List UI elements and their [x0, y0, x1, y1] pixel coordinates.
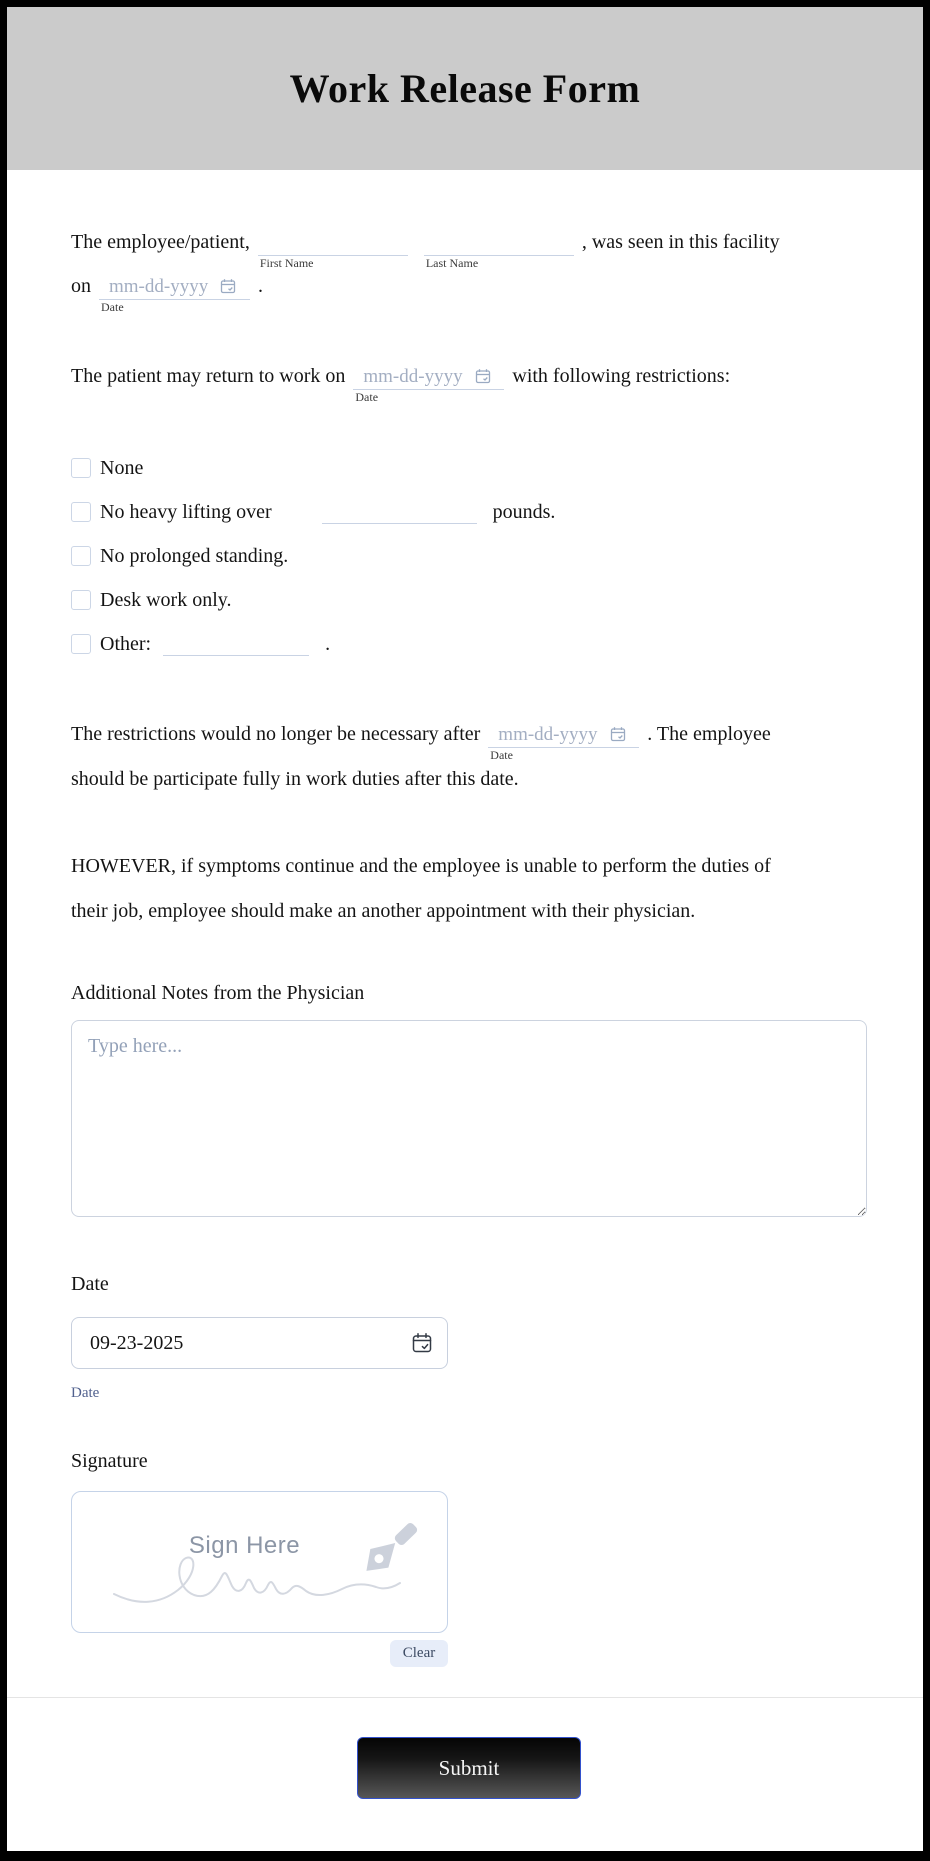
notes-label: Additional Notes from the Physician — [71, 982, 365, 1004]
work-release-form-page — [7, 7, 923, 1851]
checkbox-none[interactable] — [71, 458, 91, 478]
restriction-end-date-label: Date — [490, 748, 513, 762]
seen-date-field[interactable] — [99, 273, 250, 314]
calendar-icon — [610, 726, 626, 742]
clear-signature-button[interactable]: Clear — [390, 1640, 448, 1667]
other-suffix: . — [325, 632, 331, 655]
intro-period: . — [258, 275, 263, 297]
return-text-suffix: with following restrictions: — [512, 365, 731, 387]
restriction-label: No heavy lifting over — [100, 500, 272, 523]
checkbox-no-heavy-lifting[interactable] — [71, 502, 91, 522]
restriction-end-line2: should be participate fully in work duties after this date. — [71, 768, 519, 790]
page-title: Work Release Form — [289, 66, 641, 111]
form-header — [7, 7, 923, 170]
calendar-icon — [475, 368, 491, 384]
checkbox-no-prolonged-standing[interactable] — [71, 546, 91, 566]
restrictions-checklist — [71, 456, 867, 656]
restriction-end-date-field[interactable] — [488, 721, 639, 762]
submit-row — [71, 1737, 867, 1799]
sign-here-text: Sign Here — [188, 1532, 301, 1559]
restriction-label: Desk work only. — [100, 588, 232, 611]
first-name-input[interactable] — [258, 231, 408, 255]
restriction-label: No prolonged standing. — [100, 544, 289, 567]
however-line1: HOWEVER, if symptoms continue and the employee is unable to perform the duties of — [71, 855, 771, 877]
pounds-suffix: pounds. — [492, 500, 556, 523]
submit-button[interactable]: Submit — [357, 1737, 581, 1799]
intro-paragraph — [71, 220, 867, 314]
restriction-row-lifting — [71, 500, 867, 524]
restriction-end-prefix: The restrictions would no longer be necessary after — [71, 723, 481, 745]
restriction-row-standing — [71, 544, 867, 568]
last-name-label: Last Name — [425, 256, 479, 270]
intro-text-prefix: The employee/patient, — [71, 231, 250, 253]
signature-squiggle-and-pen-icon — [72, 1492, 447, 1632]
other-restriction-input[interactable] — [163, 632, 309, 656]
signature-heading: Signature — [71, 1450, 148, 1472]
checkbox-desk-work-only[interactable] — [71, 590, 91, 610]
calendar-check-icon[interactable] — [411, 1332, 433, 1354]
last-name-input[interactable] — [424, 231, 574, 255]
restriction-label: None — [100, 456, 144, 479]
clear-row — [71, 1640, 448, 1667]
however-line2: their job, employee should make an another appointment with their physician. — [71, 900, 696, 922]
last-name-field[interactable] — [424, 229, 574, 270]
return-date-field[interactable] — [353, 363, 504, 404]
date-input[interactable] — [71, 1317, 448, 1369]
form-body — [7, 220, 923, 1799]
seen-date-placeholder: mm-dd-yyyy — [109, 276, 209, 297]
restriction-end-paragraph — [71, 712, 867, 802]
lifting-pounds-input[interactable] — [322, 500, 477, 524]
seen-date-label: Date — [101, 300, 124, 314]
calendar-icon — [220, 278, 236, 294]
intro-text-suffix: , was seen in this facility — [581, 231, 780, 253]
restriction-end-date-placeholder: mm-dd-yyyy — [498, 724, 598, 745]
date-field-wrap — [71, 1317, 448, 1369]
return-paragraph — [71, 354, 867, 404]
return-date-label: Date — [355, 390, 379, 404]
restriction-label: Other: — [100, 632, 152, 655]
date-sublabel: Date — [71, 1385, 100, 1401]
date-heading: Date — [71, 1273, 109, 1295]
restriction-row-none — [71, 456, 867, 480]
however-paragraph — [71, 844, 867, 934]
physician-notes-textarea[interactable] — [71, 1020, 867, 1217]
restriction-row-desk — [71, 588, 867, 612]
restriction-end-suffix: . The employee — [647, 723, 771, 745]
checkbox-other[interactable] — [71, 634, 91, 654]
signature-pad[interactable] — [71, 1491, 448, 1633]
first-name-label: First Name — [259, 256, 314, 270]
intro-on-text: on — [71, 275, 91, 297]
footer-divider — [7, 1697, 923, 1698]
return-date-placeholder: mm-dd-yyyy — [363, 366, 463, 387]
return-text-prefix: The patient may return to work on — [71, 365, 346, 387]
first-name-field[interactable] — [258, 229, 408, 270]
restriction-row-other — [71, 632, 867, 656]
